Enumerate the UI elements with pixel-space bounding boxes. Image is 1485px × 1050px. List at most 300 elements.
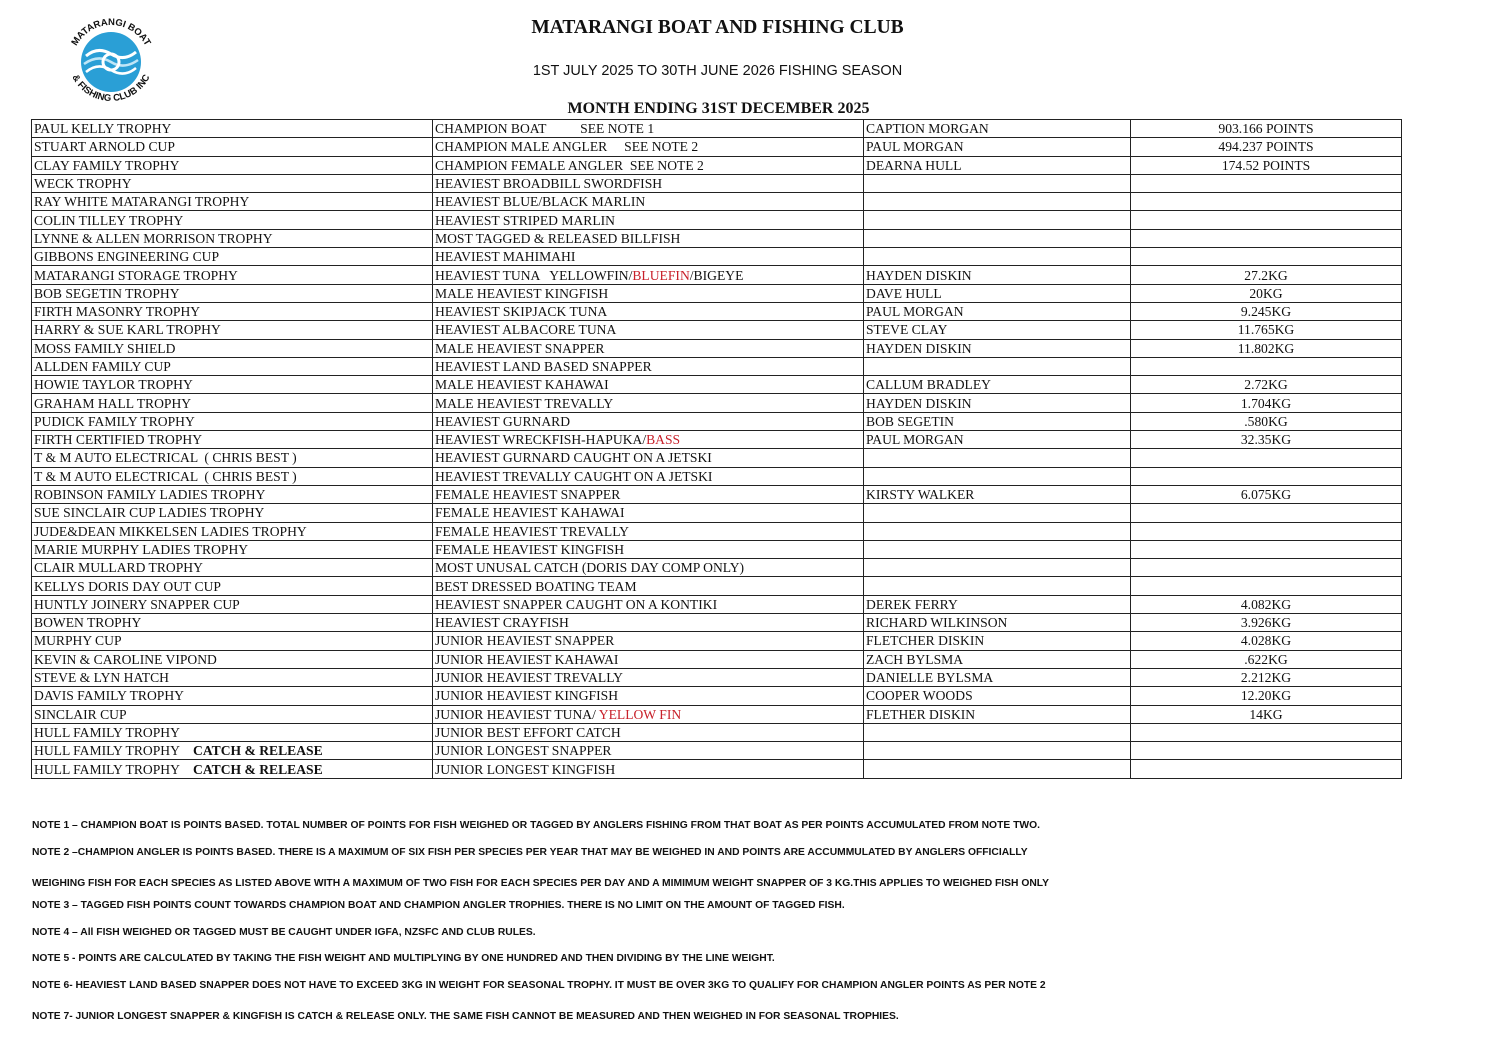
result-value: 2.72KG <box>1244 377 1288 393</box>
category-name: MOST UNUSAL CATCH (DORIS DAY COMP ONLY) <box>435 560 745 576</box>
category-cell <box>433 577 864 595</box>
category-cell <box>433 449 864 467</box>
table-row <box>32 431 1402 449</box>
trophy-name: HULL FAMILY TROPHY <box>34 743 193 759</box>
table-row <box>32 485 1402 503</box>
trophy-name: STEVE & LYN HATCH <box>34 670 169 686</box>
category-name: HEAVIEST GURNARD CAUGHT ON A JETSKI <box>435 450 712 466</box>
trophy-name: HULL FAMILY TROPHY <box>34 724 180 740</box>
table-row <box>32 668 1402 686</box>
table-row <box>32 742 1402 760</box>
category-cell <box>433 302 864 320</box>
winner-cell <box>864 302 1131 320</box>
category-name: HEAVIEST BROADBILL SWORDFISH <box>435 176 663 192</box>
result-value: .622KG <box>1244 651 1288 667</box>
result-cell <box>1131 431 1402 449</box>
result-value: 11.802KG <box>1237 340 1295 356</box>
winner-name: DANIELLE BYLSMA <box>866 670 994 686</box>
table-row <box>32 339 1402 357</box>
trophy-cell <box>32 723 433 741</box>
result-value: 903.166 POINTS <box>1218 121 1314 137</box>
category-name: JUNIOR HEAVIEST KAHAWAI <box>435 651 619 667</box>
result-cell <box>1131 174 1402 192</box>
category-cell <box>433 266 864 284</box>
trophy-cell <box>32 284 433 302</box>
category-cell <box>433 632 864 650</box>
trophy-name: T & M AUTO ELECTRICAL ( CHRIS BEST ) <box>34 468 297 484</box>
page-title: MATARANGI BOAT AND FISHING CLUB <box>531 17 904 38</box>
trophy-name: ROBINSON FAMILY LADIES TROPHY <box>34 487 266 503</box>
trophy-cell <box>32 394 433 412</box>
winner-name: BOB SEGETIN <box>866 413 954 429</box>
category-name: FEMALE HEAVIEST TREVALLY <box>435 523 629 539</box>
result-cell <box>1131 540 1402 558</box>
trophy-name: SINCLAIR CUP <box>34 706 127 722</box>
table-row <box>32 650 1402 668</box>
trophy-cell <box>32 540 433 558</box>
trophy-name: LYNNE & ALLEN MORRISON TROPHY <box>34 230 273 246</box>
result-value: 12.20KG <box>1240 688 1292 704</box>
note-4: NOTE 4 – All FISH WEIGHED OR TAGGED MUST BE CAUGHT UNDER IGFA, NZSFC AND CLUB RULES. <box>32 927 536 938</box>
result-cell <box>1131 394 1402 412</box>
category-name: HEAVIEST ALBACORE TUNA <box>435 322 617 338</box>
category-cell <box>433 321 864 339</box>
result-cell <box>1131 302 1402 320</box>
result-cell <box>1131 742 1402 760</box>
trophy-name: PUDICK FAMILY TROPHY <box>34 413 195 429</box>
category-cell <box>433 540 864 558</box>
note-6: NOTE 6- HEAVIEST LAND BASED SNAPPER DOES NOT HAVE TO EXCEED 3KG IN WEIGHT FOR SEASONAL TROPHY. IT MUST BE OVER 3KG TO QUALIFY FOR CHAMPION ANGLER POINTS AS PER NOTE 2 <box>32 980 1046 991</box>
trophy-name: MARIE MURPHY LADIES TROPHY <box>34 541 249 557</box>
category-cell <box>433 120 864 138</box>
trophy-name: HULL FAMILY TROPHY <box>34 761 193 777</box>
trophy-cell <box>32 467 433 485</box>
trophy-cell <box>32 120 433 138</box>
winner-cell <box>864 412 1131 430</box>
category-cell <box>433 248 864 266</box>
category-name: MALE HEAVIEST KAHAWAI <box>435 377 609 393</box>
winner-cell <box>864 467 1131 485</box>
result-cell <box>1131 266 1402 284</box>
result-cell <box>1131 559 1402 577</box>
winner-name: HAYDEN DISKIN <box>866 267 972 283</box>
trophy-cell <box>32 174 433 192</box>
trophy-name: HOWIE TAYLOR TROPHY <box>34 377 193 393</box>
category-highlight: BLUEFIN <box>632 267 690 283</box>
trophy-name: GRAHAM HALL TROPHY <box>34 395 192 411</box>
category-cell <box>433 138 864 156</box>
category-name: JUNIOR HEAVIEST SNAPPER <box>435 633 615 649</box>
winner-cell <box>864 559 1131 577</box>
category-cell <box>433 723 864 741</box>
table-row <box>32 357 1402 375</box>
result-cell <box>1131 485 1402 503</box>
trophy-name: HUNTLY JOINERY SNAPPER CUP <box>34 596 240 612</box>
trophy-cell <box>32 760 433 778</box>
trophy-cell <box>32 248 433 266</box>
trophy-name: STUART ARNOLD CUP <box>34 139 175 155</box>
trophy-cell <box>32 431 433 449</box>
table-row <box>32 266 1402 284</box>
category-cell <box>433 742 864 760</box>
category-name: CHAMPION FEMALE ANGLER SEE NOTE 2 <box>435 157 704 173</box>
catch-release-label: CATCH & RELEASE <box>193 743 323 759</box>
result-value: 6.075KG <box>1240 487 1292 503</box>
result-cell <box>1131 504 1402 522</box>
table-row <box>32 577 1402 595</box>
winner-name: HAYDEN DISKIN <box>866 395 972 411</box>
table-row <box>32 723 1402 741</box>
result-cell <box>1131 284 1402 302</box>
category-cell <box>433 614 864 632</box>
trophy-cell <box>32 229 433 247</box>
trophy-cell <box>32 193 433 211</box>
result-cell <box>1131 449 1402 467</box>
winner-name: KIRSTY WALKER <box>866 487 975 503</box>
category-cell <box>433 485 864 503</box>
result-cell <box>1131 522 1402 540</box>
winner-cell <box>864 650 1131 668</box>
winner-cell <box>864 742 1131 760</box>
winner-cell <box>864 540 1131 558</box>
result-cell <box>1131 211 1402 229</box>
winner-cell <box>864 138 1131 156</box>
winner-cell <box>864 174 1131 192</box>
season-subtitle: 1ST JULY 2025 TO 30TH JUNE 2026 FISHING SEASON <box>532 63 903 79</box>
table-row <box>32 687 1402 705</box>
winner-cell <box>864 668 1131 686</box>
winner-cell <box>864 156 1131 174</box>
note-5: NOTE 5 - POINTS ARE CALCULATED BY TAKING THE FISH WEIGHT AND MULTIPLYING BY ONE HUNDRED AND THEN DIVIDING BY THE LINE WEIGHT. <box>32 953 775 964</box>
category-name: HEAVIEST WRECKFISH-HAPUKA/ <box>435 432 647 448</box>
trophy-cell <box>32 339 433 357</box>
result-cell <box>1131 595 1402 613</box>
result-cell <box>1131 376 1402 394</box>
category-name: FEMALE HEAVIEST KAHAWAI <box>435 505 625 521</box>
table-row <box>32 559 1402 577</box>
result-cell <box>1131 321 1402 339</box>
trophy-cell <box>32 376 433 394</box>
category-cell <box>433 559 864 577</box>
winner-name: COOPER WOODS <box>866 688 973 704</box>
category-cell <box>433 193 864 211</box>
trophy-name: FIRTH MASONRY TROPHY <box>34 304 201 320</box>
trophy-cell <box>32 668 433 686</box>
category-cell <box>433 339 864 357</box>
trophy-cell <box>32 357 433 375</box>
winner-cell <box>864 229 1131 247</box>
trophy-cell <box>32 577 433 595</box>
category-cell <box>433 760 864 778</box>
category-name: BEST DRESSED BOATING TEAM <box>435 578 637 594</box>
winner-cell <box>864 595 1131 613</box>
trophy-cell <box>32 522 433 540</box>
svg-text:& FISHING CLUB INC: & FISHING CLUB INC <box>69 72 153 105</box>
category-name: CHAMPION BOAT SEE NOTE 1 <box>435 121 655 137</box>
category-name: JUNIOR LONGEST KINGFISH <box>435 761 616 777</box>
table-row <box>32 760 1402 778</box>
table-row <box>32 504 1402 522</box>
svg-text:MATARANGI BOAT: MATARANGI BOAT <box>69 16 153 48</box>
trophy-name: RAY WHITE MATARANGI TROPHY <box>34 194 250 210</box>
winner-cell <box>864 248 1131 266</box>
result-cell <box>1131 120 1402 138</box>
category-name: JUNIOR LONGEST SNAPPER <box>435 743 612 759</box>
winner-cell <box>864 211 1131 229</box>
winner-cell <box>864 266 1131 284</box>
trophy-cell <box>32 650 433 668</box>
result-value: 4.028KG <box>1240 633 1292 649</box>
table-row <box>32 632 1402 650</box>
result-value: 9.245KG <box>1240 304 1292 320</box>
category-name: MALE HEAVIEST TREVALLY <box>435 395 614 411</box>
category-name: HEAVIEST BLUE/BLACK MARLIN <box>435 194 646 210</box>
category-cell <box>433 357 864 375</box>
result-cell <box>1131 193 1402 211</box>
trophy-name: KEVIN & CAROLINE VIPOND <box>34 651 217 667</box>
winner-cell <box>864 357 1131 375</box>
winner-name: PAUL MORGAN <box>866 432 964 448</box>
winner-cell <box>864 723 1131 741</box>
trophy-cell <box>32 266 433 284</box>
result-cell <box>1131 467 1402 485</box>
trophy-name: KELLYS DORIS DAY OUT CUP <box>34 578 221 594</box>
winner-cell <box>864 431 1131 449</box>
winner-name: CALLUM BRADLEY <box>866 377 991 393</box>
category-cell <box>433 284 864 302</box>
table-row <box>32 211 1402 229</box>
category-cell <box>433 522 864 540</box>
result-value: 14KG <box>1249 706 1283 722</box>
category-name: FEMALE HEAVIEST SNAPPER <box>435 487 621 503</box>
category-name: MALE HEAVIEST KINGFISH <box>435 285 609 301</box>
category-name: HEAVIEST TREVALLY CAUGHT ON A JETSKI <box>435 468 713 484</box>
result-value: 2.212KG <box>1240 670 1292 686</box>
trophy-cell <box>32 504 433 522</box>
winner-cell <box>864 193 1131 211</box>
winner-cell <box>864 504 1131 522</box>
trophy-name: BOWEN TROPHY <box>34 615 142 631</box>
result-cell <box>1131 705 1402 723</box>
table-row <box>32 120 1402 138</box>
winner-name: DAVE HULL <box>866 285 942 301</box>
winner-cell <box>864 376 1131 394</box>
category-cell <box>433 174 864 192</box>
table-row <box>32 302 1402 320</box>
category-name: CHAMPION MALE ANGLER SEE NOTE 2 <box>435 139 699 155</box>
trophy-cell <box>32 742 433 760</box>
category-name: MALE HEAVIEST SNAPPER <box>435 340 605 356</box>
trophy-name: JUDE&DEAN MIKKELSEN LADIES TROPHY <box>34 523 307 539</box>
trophy-cell <box>32 449 433 467</box>
table-row <box>32 193 1402 211</box>
result-cell <box>1131 632 1402 650</box>
result-cell <box>1131 614 1402 632</box>
result-cell <box>1131 760 1402 778</box>
note-2: NOTE 2 –CHAMPION ANGLER IS POINTS BASED. THERE IS A MAXIMUM OF SIX FISH PER SPECIES PER YEAR THAT MAY BE WEIGHED IN AND POINTS ARE ACCUMMULATED BY ANGLERS OFFICIALLY <box>32 847 1028 858</box>
table-row <box>32 614 1402 632</box>
trophy-cell <box>32 138 433 156</box>
table-row <box>32 156 1402 174</box>
winner-cell <box>864 485 1131 503</box>
category-name: HEAVIEST SKIPJACK TUNA <box>435 304 608 320</box>
table-row <box>32 595 1402 613</box>
trophy-name: GIBBONS ENGINEERING CUP <box>34 249 220 265</box>
winner-cell <box>864 687 1131 705</box>
winner-cell <box>864 120 1131 138</box>
category-suffix: /BIGEYE <box>689 267 744 283</box>
trophy-name: SUE SINCLAIR CUP LADIES TROPHY <box>34 505 265 521</box>
trophy-name: CLAY FAMILY TROPHY <box>34 157 180 173</box>
table-row <box>32 376 1402 394</box>
category-cell <box>433 229 864 247</box>
trophy-cell <box>32 559 433 577</box>
category-name: JUNIOR HEAVIEST TREVALLY <box>435 670 623 686</box>
category-highlight: BASS <box>646 432 681 448</box>
trophy-name: FIRTH CERTIFIED TROPHY <box>34 432 203 448</box>
result-value: 1.704KG <box>1240 395 1292 411</box>
result-cell <box>1131 577 1402 595</box>
note-3: NOTE 3 – TAGGED FISH POINTS COUNT TOWARDS CHAMPION BOAT AND CHAMPION ANGLER TROPHIES. THERE IS NO LIMIT ON THE AMOUNT OF TAGGED FISH. <box>32 900 845 911</box>
category-name: HEAVIEST STRIPED MARLIN <box>435 212 616 228</box>
note-2-continued: WEIGHING FISH FOR EACH SPECIES AS LISTED ABOVE WITH A MAXIMUM OF TWO FISH FOR EACH SPECIES PER DAY AND A MIMIMUM WEIGHT SNAPPER OF 3 KG.THIS APPLIES TO WEIGHED FISH ONLY <box>32 878 1049 889</box>
category-name: HEAVIEST LAND BASED SNAPPER <box>435 359 652 374</box>
result-value: 174.52 POINTS <box>1221 157 1311 173</box>
winner-name: RICHARD WILKINSON <box>866 615 1008 631</box>
winner-name: DEREK FERRY <box>866 596 958 612</box>
trophy-cell <box>32 321 433 339</box>
result-value: 27.2KG <box>1244 267 1288 283</box>
result-cell <box>1131 412 1402 430</box>
table-row <box>32 321 1402 339</box>
category-cell <box>433 156 864 174</box>
category-name: JUNIOR HEAVIEST TUNA/ <box>435 706 599 722</box>
result-cell <box>1131 248 1402 266</box>
trophy-cell <box>32 614 433 632</box>
trophy-name: BOB SEGETIN TROPHY <box>34 285 180 301</box>
trophy-name: T & M AUTO ELECTRICAL ( CHRIS BEST ) <box>34 450 297 466</box>
table-row <box>32 394 1402 412</box>
table-row <box>32 248 1402 266</box>
category-cell <box>433 687 864 705</box>
trophy-cell <box>32 211 433 229</box>
winner-cell <box>864 614 1131 632</box>
winner-cell <box>864 705 1131 723</box>
winner-cell <box>864 522 1131 540</box>
result-cell <box>1131 723 1402 741</box>
category-cell <box>433 467 864 485</box>
table-row <box>32 540 1402 558</box>
winner-cell <box>864 577 1131 595</box>
winner-name: STEVE CLAY <box>866 322 948 338</box>
winner-name: DEARNA HULL <box>866 157 962 173</box>
category-name: FEMALE HEAVIEST KINGFISH <box>435 541 625 557</box>
category-cell <box>433 705 864 723</box>
category-name: HEAVIEST TUNA YELLOWFIN/ <box>435 267 633 283</box>
trophy-cell <box>32 485 433 503</box>
category-name: HEAVIEST MAHIMAHI <box>435 249 576 265</box>
trophy-name: MURPHY CUP <box>34 633 122 649</box>
trophy-name: PAUL KELLY TROPHY <box>34 121 172 137</box>
trophy-cell <box>32 412 433 430</box>
trophy-cell <box>32 156 433 174</box>
category-cell <box>433 412 864 430</box>
winner-cell <box>864 632 1131 650</box>
winner-name: PAUL MORGAN <box>866 139 964 155</box>
category-cell <box>433 211 864 229</box>
winner-cell <box>864 760 1131 778</box>
result-value: 494.237 POINTS <box>1218 139 1314 155</box>
winner-cell <box>864 284 1131 302</box>
result-cell <box>1131 339 1402 357</box>
table-row <box>32 229 1402 247</box>
category-name: MOST TAGGED & RELEASED BILLFISH <box>435 230 681 246</box>
result-cell <box>1131 229 1402 247</box>
category-cell <box>433 394 864 412</box>
trophy-results-table <box>31 119 1402 779</box>
catch-release-label: CATCH & RELEASE <box>193 761 323 777</box>
winner-name: HAYDEN DISKIN <box>866 340 972 356</box>
note-1: NOTE 1 – CHAMPION BOAT IS POINTS BASED. TOTAL NUMBER OF POINTS FOR FISH WEIGHED OR TAGGED BY ANGLERS FISHING FROM THAT BOAT AS PER POINTS ACCUMULATED FROM NOTE TWO. <box>32 820 1040 831</box>
winner-name: FLETCHER DISKIN <box>866 633 985 649</box>
table-row <box>32 412 1402 430</box>
trophy-name: ALLDEN FAMILY CUP <box>34 359 171 374</box>
winner-name: ZACH BYLSMA <box>866 651 964 667</box>
table-row <box>32 138 1402 156</box>
category-name: JUNIOR BEST EFFORT CATCH <box>435 724 621 740</box>
category-cell <box>433 595 864 613</box>
result-value: 3.926KG <box>1240 615 1292 631</box>
result-cell <box>1131 668 1402 686</box>
category-cell <box>433 376 864 394</box>
result-value: 11.765KG <box>1237 322 1295 338</box>
table-row <box>32 705 1402 723</box>
trophy-cell <box>32 705 433 723</box>
category-highlight: YELLOW FIN <box>598 706 682 722</box>
result-cell <box>1131 357 1402 375</box>
result-value: 4.082KG <box>1240 596 1292 612</box>
month-heading: MONTH ENDING 31ST DECEMBER 2025 <box>567 100 870 117</box>
category-name: JUNIOR HEAVIEST KINGFISH <box>435 688 619 704</box>
trophy-cell <box>32 687 433 705</box>
result-value: 32.35KG <box>1240 432 1292 448</box>
result-cell <box>1131 156 1402 174</box>
trophy-name: DAVIS FAMILY TROPHY <box>34 688 184 704</box>
category-name: HEAVIEST CRAYFISH <box>435 615 569 631</box>
trophy-cell <box>32 595 433 613</box>
trophy-name: CLAIR MULLARD TROPHY <box>34 560 203 576</box>
winner-cell <box>864 321 1131 339</box>
result-cell <box>1131 138 1402 156</box>
trophy-name: MATARANGI STORAGE TROPHY <box>34 267 238 283</box>
result-value: .580KG <box>1244 413 1288 429</box>
result-cell <box>1131 650 1402 668</box>
table-row <box>32 174 1402 192</box>
result-value: 20KG <box>1249 285 1283 301</box>
note-7: NOTE 7- JUNIOR LONGEST SNAPPER & KINGFISH IS CATCH & RELEASE ONLY. THE SAME FISH CANNOT BE MEASURED AND THEN WEIGHED IN FOR SEASONAL TROPHIES. <box>32 1011 899 1022</box>
winner-cell <box>864 449 1131 467</box>
result-cell <box>1131 687 1402 705</box>
winner-cell <box>864 394 1131 412</box>
trophy-cell <box>32 632 433 650</box>
winner-cell <box>864 339 1131 357</box>
category-name: HEAVIEST SNAPPER CAUGHT ON A KONTIKI <box>435 596 718 612</box>
winner-name: PAUL MORGAN <box>866 304 964 320</box>
trophy-name: MOSS FAMILY SHIELD <box>34 340 176 356</box>
category-cell <box>433 504 864 522</box>
table-row <box>32 449 1402 467</box>
winner-name: FLETHER DISKIN <box>866 706 976 722</box>
